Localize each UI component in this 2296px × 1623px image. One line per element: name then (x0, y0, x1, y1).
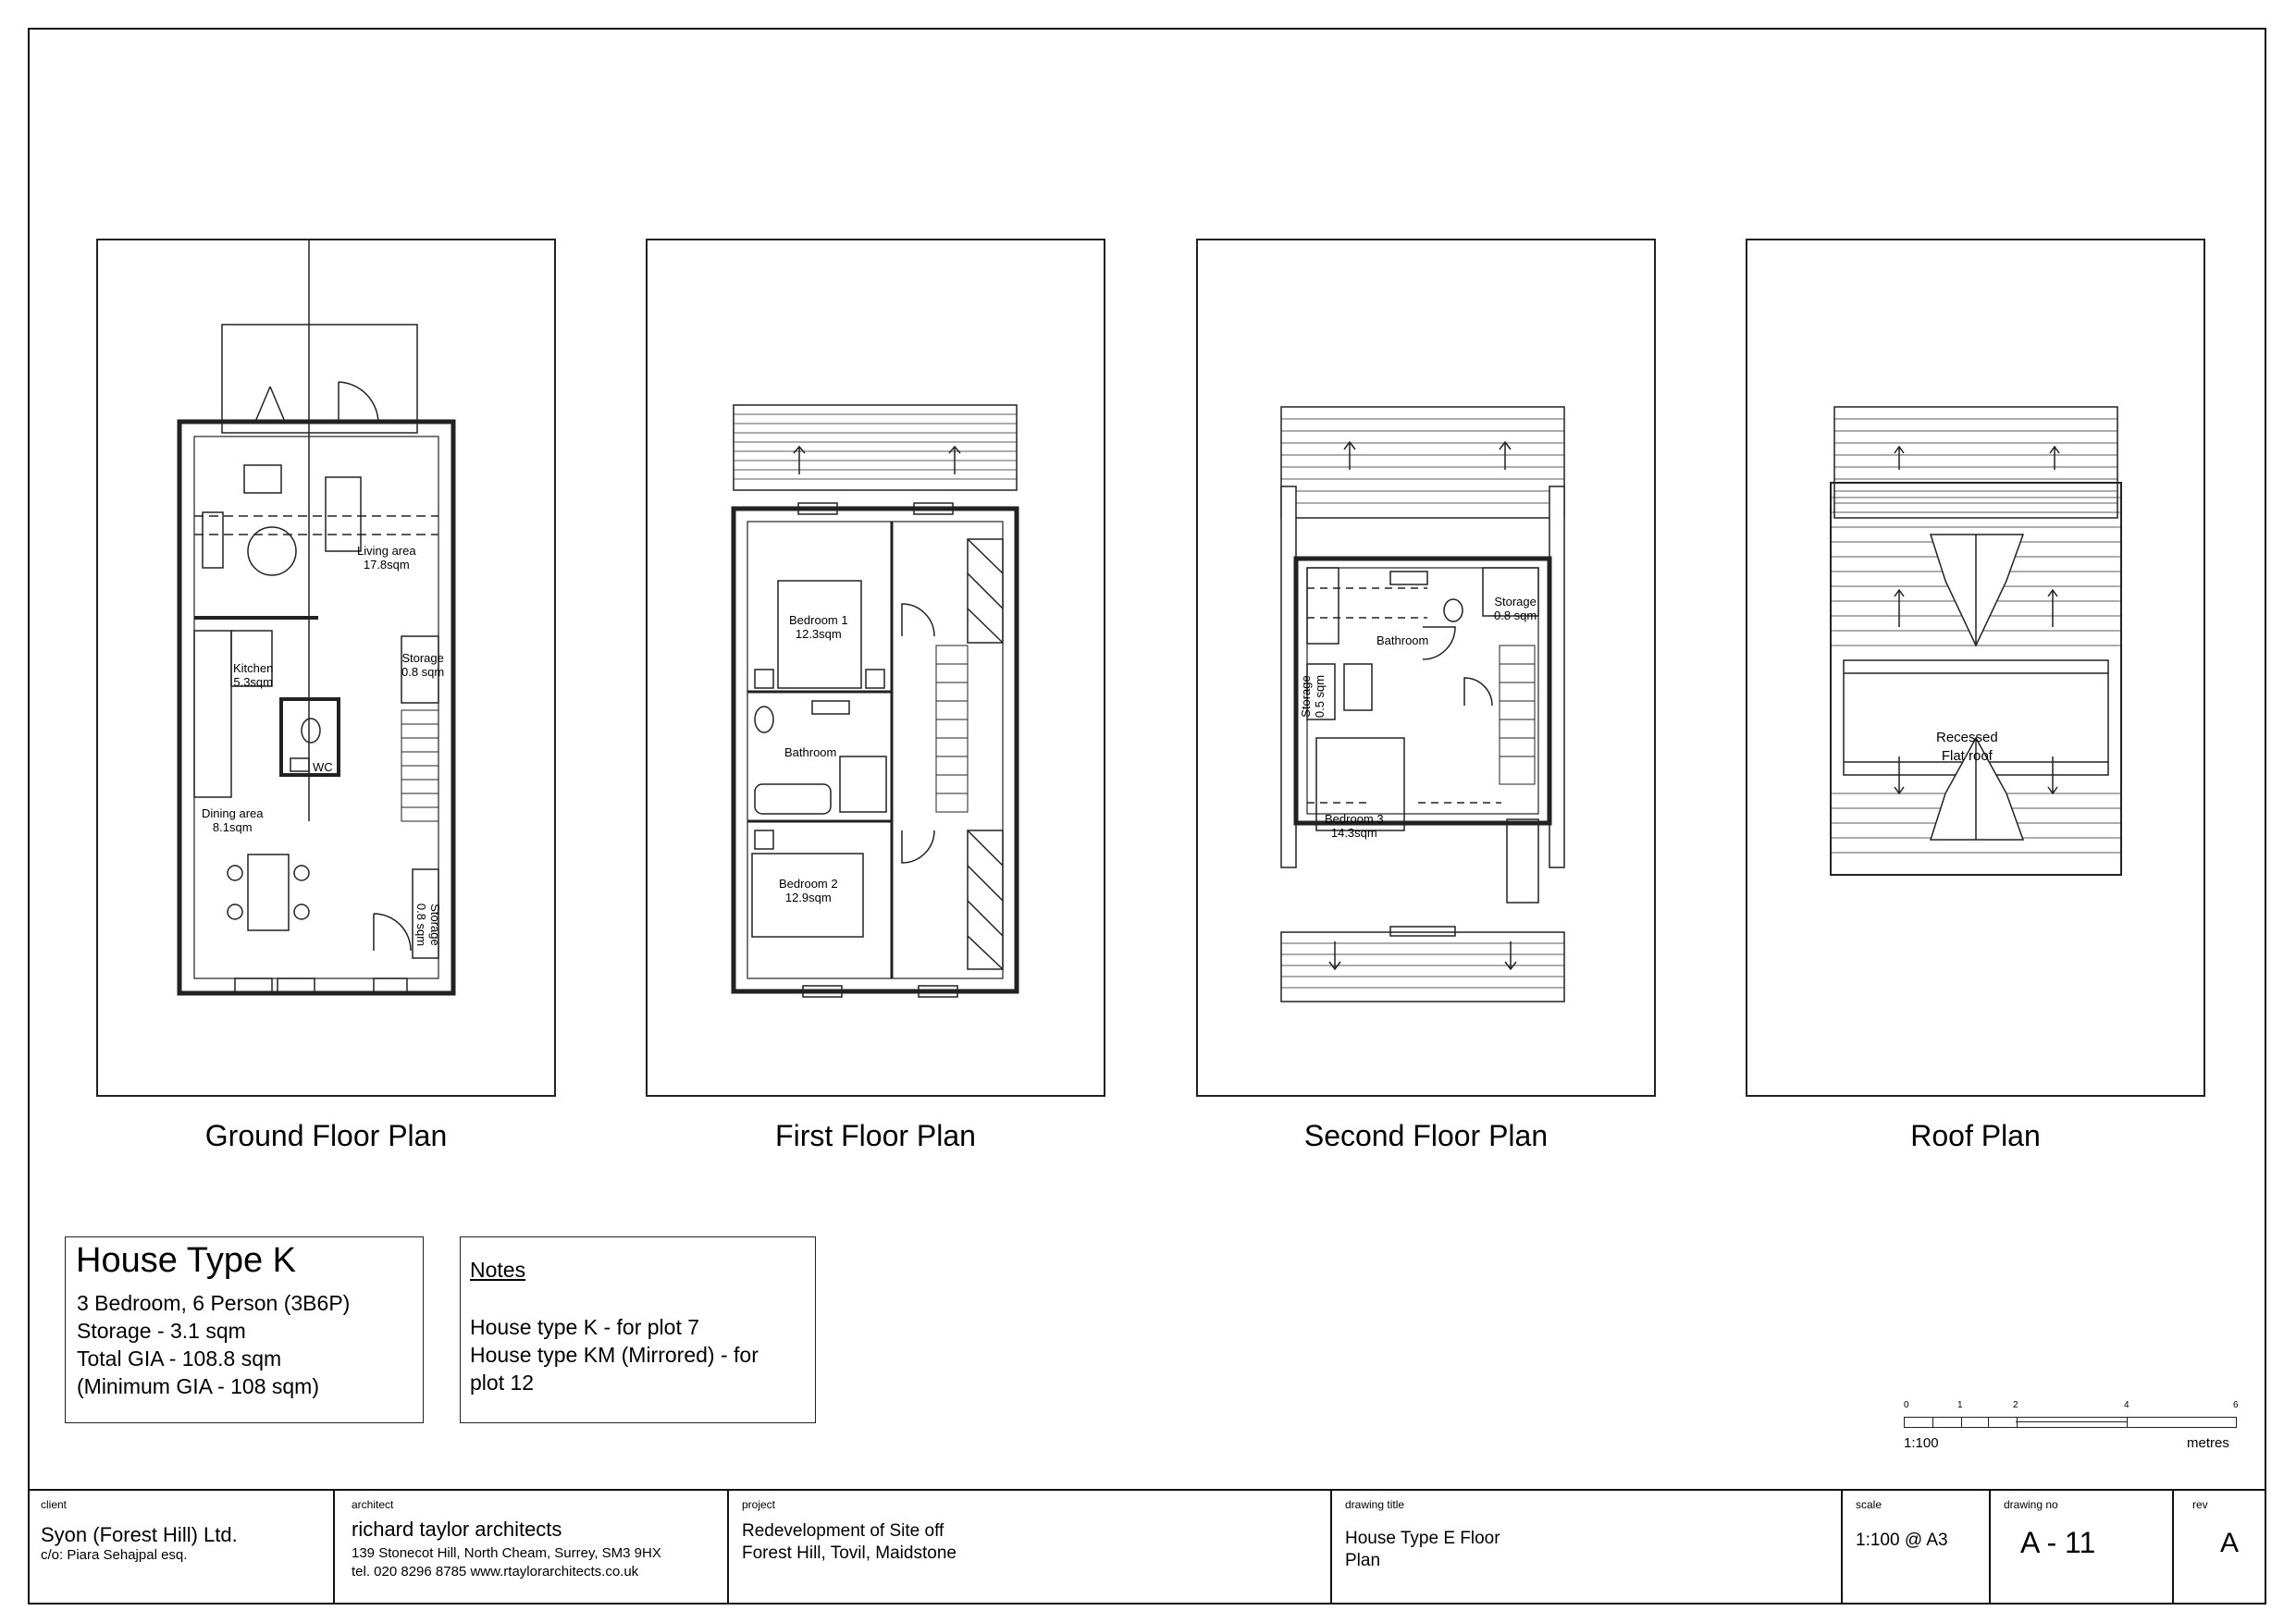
house-type-title: House Type K (76, 1241, 297, 1280)
drawing-no-value: A - 11 (2020, 1526, 2096, 1559)
drawing-no-label: drawing no (2004, 1498, 2058, 1511)
roof-label-1: Recessed (1936, 730, 1998, 745)
room-name: Storage (1494, 595, 1537, 609)
room-bedroom-1 (789, 613, 848, 641)
room-area: 12.9sqm (784, 891, 832, 904)
scale-field-label: scale (1856, 1498, 1882, 1511)
drawing-title-line: House Type E Floor (1345, 1529, 1500, 1548)
room-area: 0.8 sqm (401, 665, 445, 679)
room-area: 0.8 sqm (1494, 609, 1537, 622)
scale-tick: 6 (2233, 1400, 2239, 1410)
room-area: 8.1sqm (212, 820, 253, 834)
scale-bar-track (1904, 1417, 2237, 1428)
roof-drawing (1746, 239, 2205, 1097)
room-name: Storage (1299, 675, 1314, 718)
note-line: House type KM (Mirrored) - for (470, 1343, 759, 1367)
house-info-lines (77, 1289, 350, 1400)
client-label: client (41, 1498, 68, 1511)
room-bathroom: Bathroom (784, 745, 837, 759)
rev-label: rev (2192, 1498, 2208, 1511)
client-contact: c/o: Piara Sehajpal esq. (41, 1547, 188, 1563)
room-storage-a (1494, 595, 1537, 622)
room-bathroom-2: Bathroom (1376, 633, 1429, 647)
drawing-title-label: drawing title (1345, 1498, 1405, 1511)
room-bedroom-2 (779, 877, 838, 904)
architect-name: richard taylor architects (352, 1518, 562, 1541)
rev-value: A (2220, 1528, 2240, 1558)
scale-field-value: 1:100 @ A3 (1856, 1531, 1948, 1550)
house-info-box (65, 1236, 424, 1423)
project-line: Forest Hill, Tovil, Maidstone (742, 1543, 957, 1563)
scale-tick: 0 (1904, 1400, 1909, 1410)
notes-box (460, 1236, 816, 1423)
scale-label: 1:100 (1904, 1435, 1939, 1451)
room-name: Dining area (202, 806, 264, 820)
roof-flat-label (1936, 729, 1998, 766)
scale-tick: 1 (1957, 1400, 1963, 1410)
room-name: Kitchen (233, 661, 274, 675)
scale-unit: metres (2187, 1435, 2229, 1451)
room-area: 5.3sqm (233, 675, 273, 689)
room-area: 14.3sqm (1330, 826, 1377, 840)
project-line: Redevelopment of Site off (742, 1521, 944, 1541)
room-name: Storage (401, 651, 444, 665)
info-line: (Minimum GIA - 108 sqm) (77, 1374, 319, 1398)
architect-contact: tel. 020 8296 8785 www.rtaylorarchitects.co.uk (352, 1564, 639, 1580)
room-name: Storage (428, 904, 443, 946)
room-area: 17.8sqm (363, 558, 410, 572)
ground-floor-drawing (96, 239, 556, 1097)
room-storage-b (1299, 675, 1327, 718)
room-storage-2 (414, 904, 442, 946)
architect-address: 139 Stonecot Hill, North Cheam, Surrey, SM3 9HX (352, 1545, 661, 1561)
notes-heading: Notes (470, 1258, 526, 1282)
room-name: Bedroom 1 (789, 613, 848, 627)
second-floor-drawing (1196, 239, 1656, 1097)
info-line: Storage - 3.1 sqm (77, 1319, 246, 1343)
project-label: project (742, 1498, 776, 1511)
drawing-title-line: Plan (1345, 1551, 1381, 1570)
scale-tick: 2 (2013, 1400, 2018, 1410)
first-floor-drawing (646, 239, 1105, 1097)
title-block-divider (28, 1489, 2266, 1491)
room-storage-1 (401, 651, 444, 679)
room-area: 12.3sqm (795, 627, 842, 641)
ground-floor-title: Ground Floor Plan (204, 1119, 448, 1152)
roof-plan-title: Roof Plan (1910, 1119, 2041, 1152)
room-area: 0.8 sqm (414, 903, 429, 947)
info-line: 3 Bedroom, 6 Person (3B6P) (77, 1291, 351, 1315)
first-floor-title: First Floor Plan (775, 1119, 976, 1152)
room-area: 0.5 sqm (1313, 674, 1327, 719)
room-dining (202, 806, 264, 834)
note-line: plot 12 (470, 1371, 535, 1395)
info-line: Total GIA - 108.8 sqm (77, 1346, 282, 1371)
scale-tick: 4 (2124, 1400, 2129, 1410)
architect-label: architect (352, 1498, 394, 1511)
room-kitchen (233, 661, 273, 689)
room-living (357, 544, 416, 572)
scale-bar (1904, 1400, 2239, 1456)
room-bedroom-3 (1325, 812, 1384, 840)
room-name: Living area (357, 544, 416, 558)
room-wc: WC (313, 760, 333, 774)
client-name: Syon (Forest Hill) Ltd. (41, 1523, 238, 1546)
notes-lines (470, 1313, 759, 1396)
second-floor-title: Second Floor Plan (1303, 1119, 1549, 1152)
note-line: House type K - for plot 7 (470, 1315, 700, 1339)
roof-label-2: Flat roof (1941, 748, 1993, 764)
room-name: Bedroom 3 (1325, 812, 1384, 826)
room-name: Bedroom 2 (779, 877, 838, 891)
